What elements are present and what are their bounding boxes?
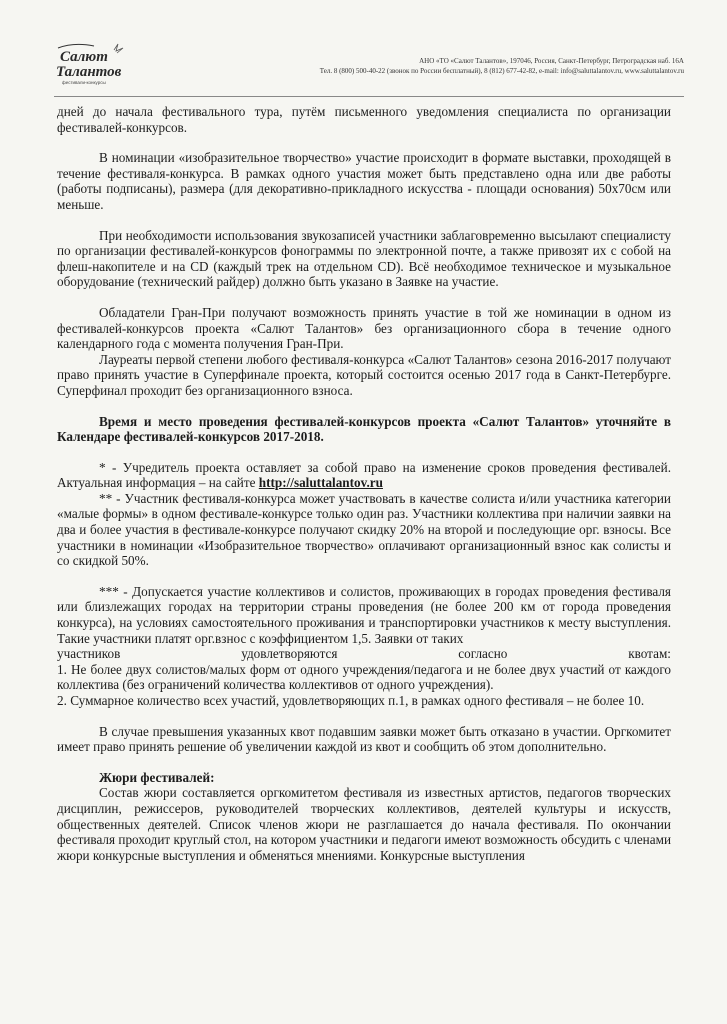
paragraph-note-2: ** - Участник фестиваля-конкурса может участвовать в качестве солиста и/или участника категории «малые формы» в одном фестивале-конкурсе только один раз. Участники коллектива при наличии заявки на два и более участия в фестивале-конкурсе получают скидку 20% на второй и последующие орг. взносы. Все участники в номинации «Изобразительное творчество» оплачивают организационный взнос как солисты и со скидкой 50%. xyxy=(57,490,671,569)
header-divider xyxy=(54,96,684,97)
split-word-1: участников xyxy=(57,646,121,662)
jury-heading: Жюри фестивалей: xyxy=(99,769,215,785)
paragraph-laureates: Лауреаты первой степени любого фестиваля-конкурса «Салют Талантов» сезона 2016-2017 получают право принять участие в Суперфинале проекта, который состоится осенью 2017 года в Санкт-Петербурге. Суперфинал проходит без организационного взноса. xyxy=(57,351,671,398)
svg-text:Талантов: Талантов xyxy=(56,64,122,80)
paragraph-note-1 xyxy=(57,460,671,491)
paragraph-note-3-last-line xyxy=(57,646,671,662)
header-contacts xyxy=(144,56,684,76)
paragraph-calendar-note: Время и место проведения фестивалей-конкурсов проекта «Салют Талантов» уточняйте в Календаре фестивалей-конкурсов 2017-2018. xyxy=(57,413,671,445)
note-1-text: * - Учредитель проекта оставляет за собой право на изменение сроков проведения фестивалей. Актуальная информация – на сайте xyxy=(57,459,671,491)
quota-item-2: 2. Суммарное количество всех участий, удовлетворяющих п.1, в рамках одного фестиваля – не более 10. xyxy=(57,693,645,708)
salut-talantov-logo xyxy=(54,42,132,88)
quota-item-1: 1. Не более двух солистов/малых форм от одного учреждения/педагога и не более двух участий от каждого коллектива (без ограничений количества коллективов от одного учреждения). xyxy=(57,661,671,693)
paragraph-continuation: дней до начала фестивального тура, путём письменного уведомления специалиста по организации фестивалей-конкурсов. xyxy=(57,104,671,135)
paragraph-soundtracks: При необходимости использования звукозаписей участники заблаговременно высылают специалисту по организации фестивалей-конкурсов фонограммы по электронной почте, а также привозят их с собой на флеш-накопителе и на CD (каждый трек на отдельном CD). Всё необходимое техническое и музыкальное оборудование (технический райдер) должно быть указано в Заявке на участие. xyxy=(57,227,671,290)
website-link[interactable]: http://saluttalantov.ru xyxy=(258,475,383,491)
paragraph-jury: Состав жюри составляется оргкомитетом фестиваля из известных артистов, педагогов творческих дисциплин, режиссеров, руководителей творческих коллективов, деятелей культуры и искусств, общественных деятелей. Список членов жюри не разглашается до начала фестиваля. По окончании фестиваля проходит круглый стол, на котором участники и педагоги имеют возможность обсудить с членами жюри конкурсные выступления и обменяться мнениями. Конкурсные выступления xyxy=(57,785,671,863)
paragraph-grand-prix: Обладатели Гран-При получают возможность принять участие в той же номинации в одном из фестивалей-конкурсов проекта «Салют Талантов» без организационного сбора в течение одного календарного года с момента получения Гран-При. xyxy=(57,304,671,352)
paragraph-quota-exceed: В случае превышения указанных квот подавшим заявки может быть отказано в участии. Оргкомитет имеет право принять решение об увеличении каждой из квот и сообщить об этом дополнительно. xyxy=(57,723,671,755)
header-phones-email: Тел. 8 (800) 500-40-22 (звонок по России бесплатный), 8 (812) 677-42-82, e-mail: info@saluttalantov.ru, www.saluttalantov.ru xyxy=(319,67,684,75)
split-word-3: согласно xyxy=(458,646,508,662)
split-word-2: удовлетворяются xyxy=(241,646,338,662)
document-body xyxy=(57,104,671,863)
split-word-4: квотам: xyxy=(628,646,671,662)
paragraph-note-3: *** - Допускается участие коллективов и солистов, проживающих в городах проведения фестиваля или близлежащих городах на территории страны проведения (не более 200 км от города проведения конкурса), на условиях самостоятельного проживания и транспортировки участников к месту выступления. Такие участники платят орг.взнос с коэффициентом 1,5. Заявки от таких xyxy=(57,583,671,646)
paragraph-visual-arts: В номинации «изобразительное творчество» участие происходит в формате выставки, проходящей в течение фестиваля-конкурса. В рамках одного участия может быть представлено одна или две работы (работы подписаны), размера (для декоративно-прикладного искусства - площади основания) 50х70см или меньше. xyxy=(57,150,671,212)
svg-text:фестивали-конкурсы: фестивали-конкурсы xyxy=(62,80,106,85)
letterhead xyxy=(54,42,684,90)
svg-text:Салют: Салют xyxy=(60,49,108,65)
header-address: АНО «ТО «Салют Талантов», 197046, Россия, Санкт-Петербург, Петроградская наб. 16А xyxy=(419,57,684,65)
